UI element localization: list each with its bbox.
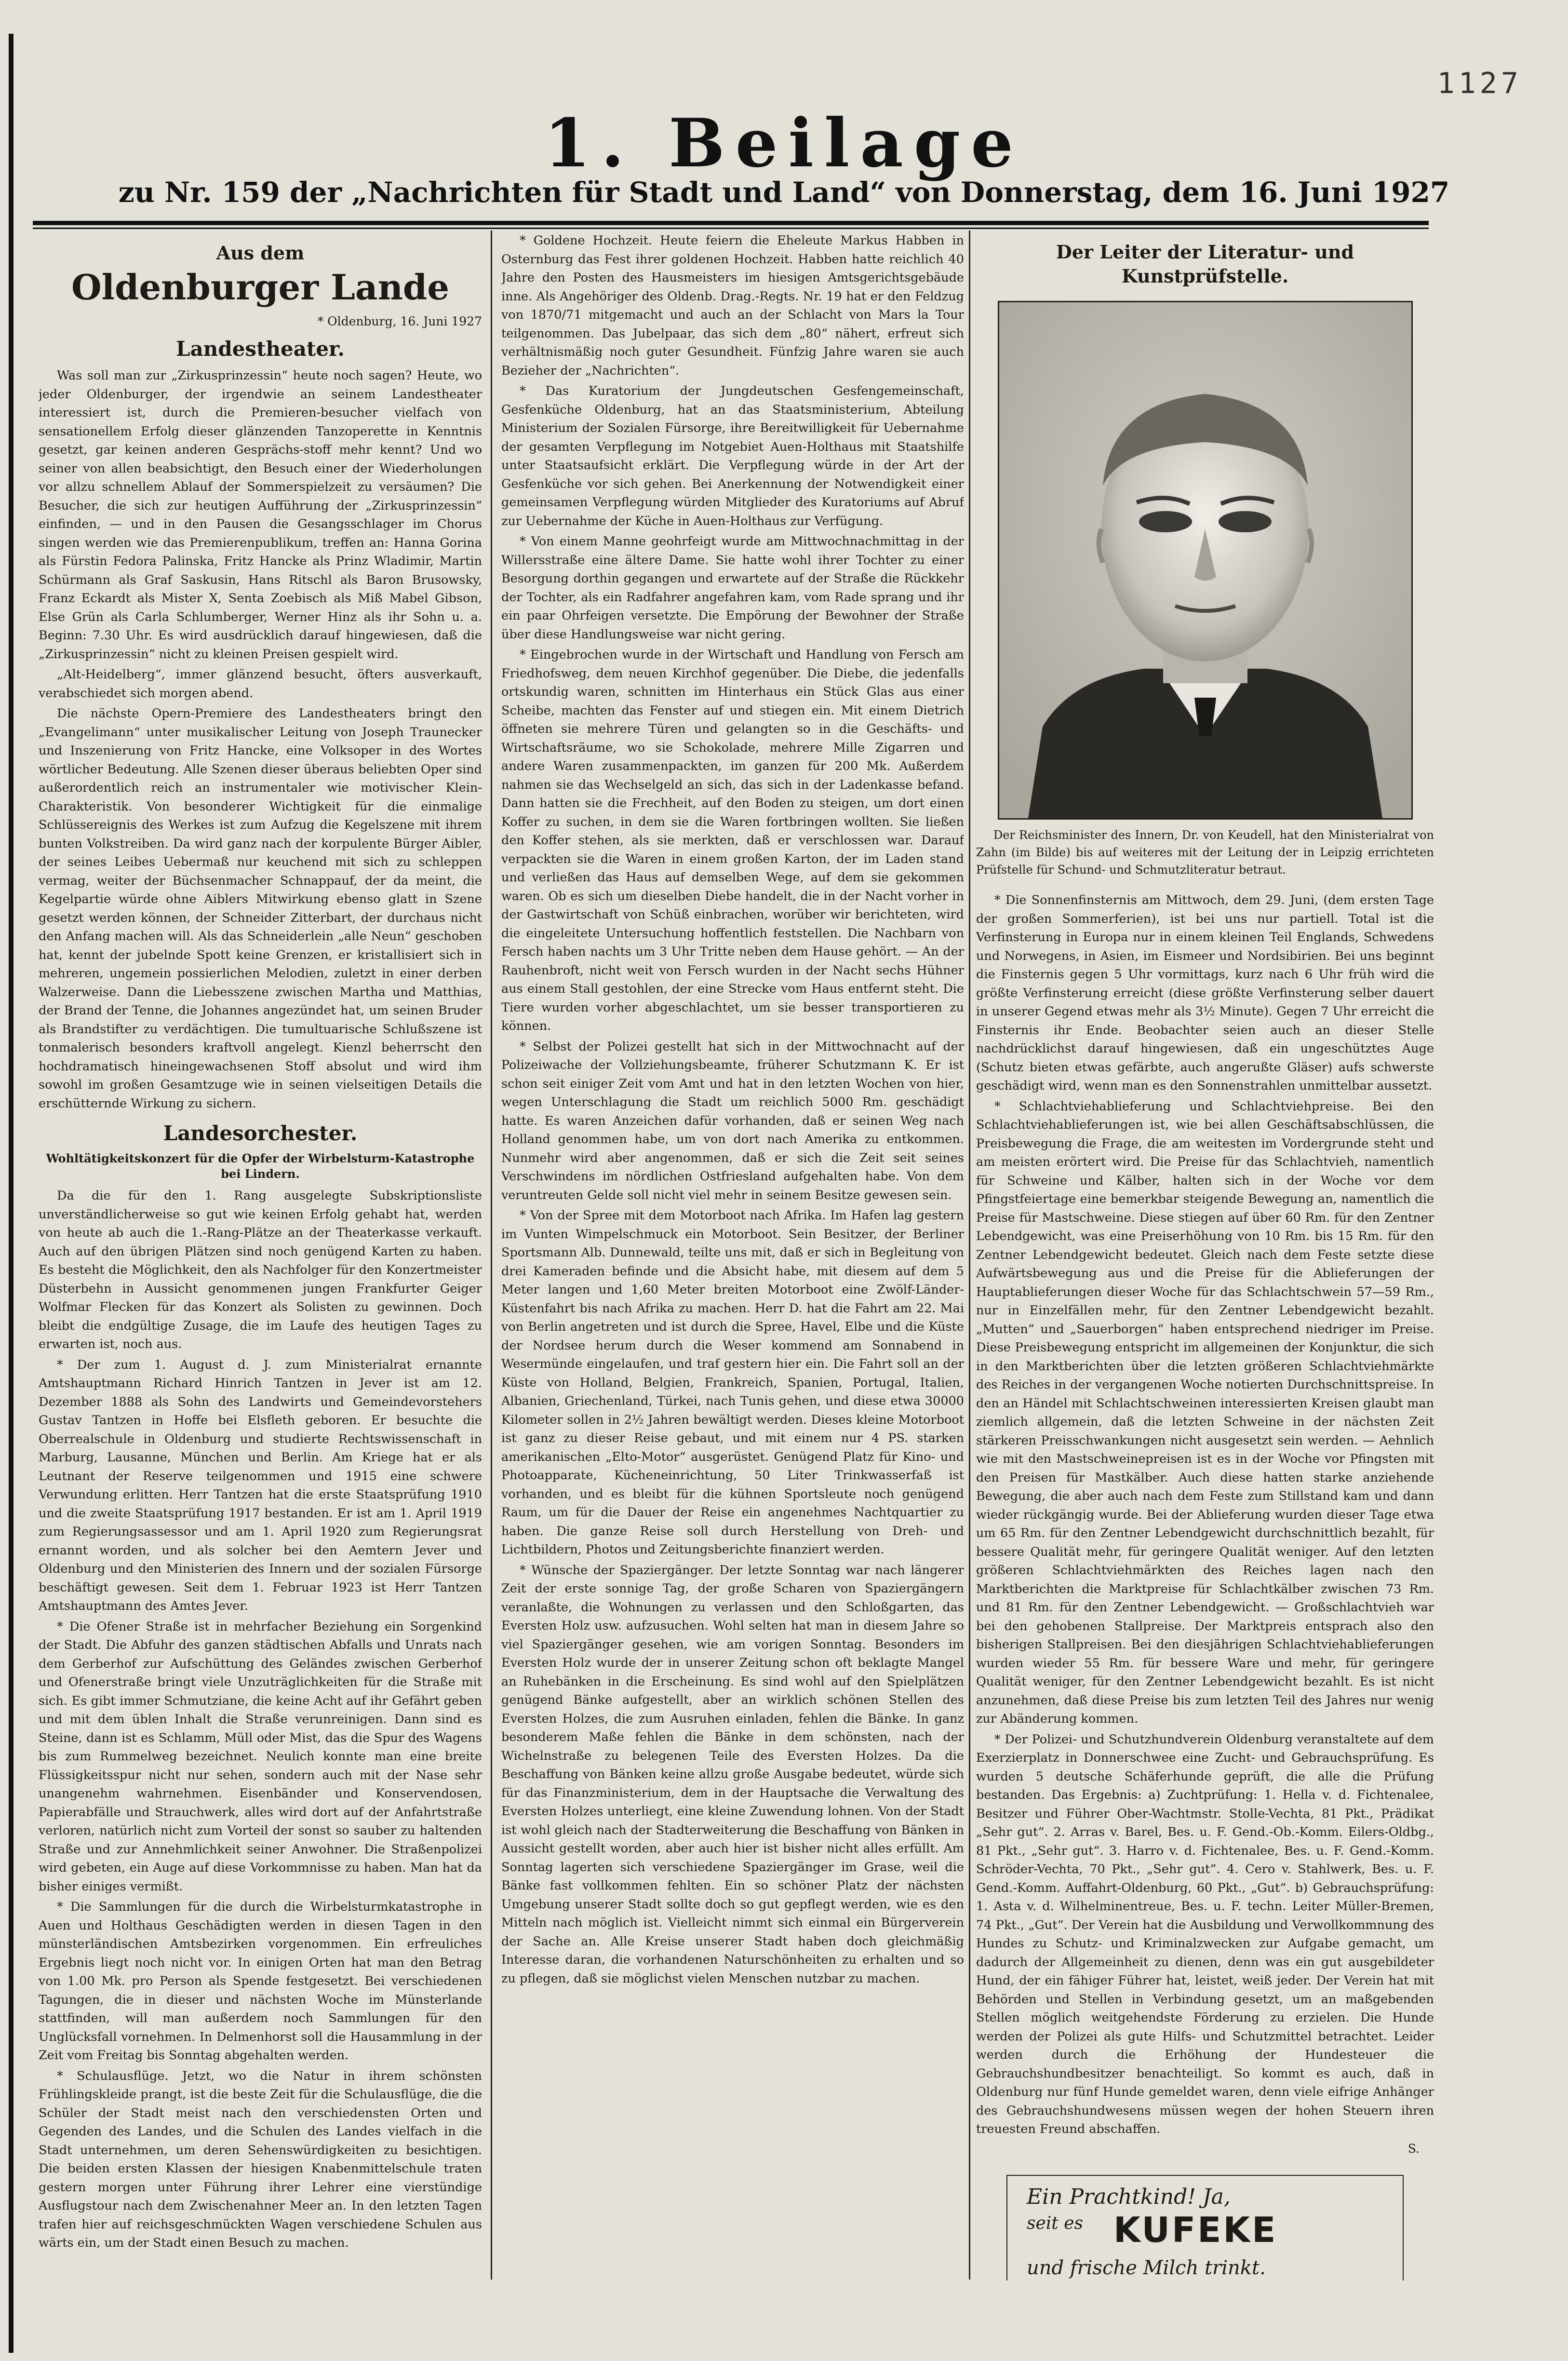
portrait-photo: [998, 301, 1413, 820]
page-number: 1127: [1437, 67, 1522, 100]
article-paragraph: Da die für den 1. Rang ausgelegte Subskriptionsliste unverständlicherweise so gut wie keinen Erfolg gehabt hat, werden von heute ab auch die 1.-Rang-Plätze an der Theaterkasse verkauft. Auch auf den übrigen Plätzen sind noch genügend Karten zu haben. Es besteht die Möglichkeit, den als Nachfolger für den Konzertmeister Düsterbehn in Aussicht genommenen jungen Frankfurter Geiger Wolfmar Flecken für das Konzert als Solisten zu gewinnen. Doch bleibt die endgültige Zusage, die im Laufe des heutigen Tages zu erwarten ist, noch aus.: [39, 1188, 482, 1351]
masthead-rule-thin: [33, 228, 1429, 229]
masthead-rule: [33, 221, 1429, 225]
column-3: [976, 231, 1434, 2280]
section-kicker: Aus dem: [216, 242, 305, 264]
column-1: [39, 231, 482, 2280]
article-paragraph: * Der Polizei- und Schutzhundverein Oldenburg veranstaltete auf dem Exerzierplatz in Donnerschwee eine Zucht- und Gebrauchsprüfung. Es wurden 5 deutsche Schäferhunde geprüft, die alle die Prüfung bestanden. Das Ergebnis: a) Zuchtprüfung: 1. Hella v. d. Fichtenalee, Besitzer und Führer Ober-Wachtmstr. Stolle-Vechta, 81 Pkt., Prädikat „Sehr gut“. 2. Arras v. Barel, Bes. u. F. Gend.-Ob.-Komm. Eilers-Oldbg., 81 Pkt., „Sehr gut“. 3. Harro v. d. Fichtenalee, Bes. u. F. Gend.-Komm. Schröder-Vechta, 70 Pkt., „Sehr gut“. 4. Cero v. Stahlwerk, Bes. u. F. Gend.-Komm. Auffahrt-Oldenburg, 60 Pkt., „Gut“. b) Gebrauchsprüfung: 1. Asta v. d. Wilhelminentreue, Bes. u. F. techn. Leiter Müller-Bremen, 74 Pkt., „Gut“. Der Verein hat die Ausbildung und Verwollkommnung des Hundes zu Schutz- und Kriminalzwecken zur Aufgabe gemacht, um dadurch der Allgemeinheit zu dienen, denn was ein gut ausgebildeter Hund, der ein fähiger Führer hat, leistet, weiß jeder. Der Verein hat mit Behörden und Stellen in Verbindung gesetzt, um an maßgebenden Stellen möglich weitgehendste Förderung zu erzielen. Die Hunde werden der Polizei als gute Hilfs- und Schutzmittel betrachtet. Leider werden durch die Erhöhung der Hundesteuer die Gebrauchshundbesitzer benachteiligt. So kommt es auch, daß in Oldenburg nur fünf Hunde gemeldet waren, denn viele eifrige Anhänger des Gebrauchshundwesens müssen wegen der hohen Steuern ihren treuesten Freund abschaffen.: [976, 1732, 1434, 2136]
landesorchester-heading: Landesorchester.: [163, 1121, 358, 1145]
article-paragraph: * Das Kuratorium der Jungdeutschen Gesfengemeinschaft, Gesfenküche Oldenburg, hat an das Staatsministerium, Abteilung Ministerium der Sozialen Fürsorge, ihre Bereitwilligkeit für Uebernahme der gesamten Verpflegung im Notgebiet Auen-Holthaus mit Staatshilfe unter Staatsaufsicht erklärt. Die Verpflegung würde in der Art der Gesfenküche vor sich gehen. Bei Anerkennung der Notwendigkeit einer gemeinsamen Verpflegung würden Mitglieder des Kuratoriums auf Abruf zur Uebernahme der Küche in Auen-Holthaus zur Verfügung.: [501, 384, 964, 528]
supplement-title: 1. Beilage: [544, 104, 1024, 182]
article-paragraph: * Die Sonnenfinsternis am Mittwoch, dem 29. Juni, (dem ersten Tage der großen Sommerferien), ist bei uns nur partiell. Total ist die Verfinsterung in Europa nur in einem kleinen Teil Englands, Schwedens und Norwegens, in Asien, im Eismeer und Nordsibirien. Bei uns beginnt die Finsternis gegen 5 Uhr vormittags, kurz nach 6 Uhr früh wird die größte Verfinsterung erreicht (diese größte Verfinsterung selber dauert in unserer Gegend etwas mehr als 3½ Minute). Gegen 7 Uhr erreicht die Finsternis ihr Ende. Beobachter seien auch an dieser Stelle nachdrücklichst darauf hingewiesen, daß ein ungeschütztes Auge (Schutz bieten etwas gefärbte, auch angerußte Gläser) aufs schwerste geschädigt wird, wenn man es den Sonnenstrahlen unmittelbar aussetzt.: [976, 893, 1434, 1093]
author-signature: S.: [1407, 2141, 1420, 2156]
photo-caption: Der Reichsminister des Innern, Dr. von Keudell, hat den Ministerialrat von Zahn (im Bilde) bis auf weiteres mit der Leitung der in Leipzig errichteten Prüfstelle für Schund- und Schmutzliteratur betraut.: [976, 828, 1434, 877]
section-headline: Oldenburger Lande: [71, 267, 450, 308]
binding-edge: [9, 34, 13, 2353]
kufeke-advertisement: [1006, 2175, 1404, 2281]
article-paragraph: * Schlachtviehablieferung und Schlachtviehpreise. Bei den Schlachtviehablieferungen ist, wie bei allen Geschäftsabschlüssen, die Preisbewegung die Frage, die am weitesten im Vordergrunde steht und am meisten erörtert wird. Die Preise für das Schlachtvieh, namentlich für Schweine und Kälber, halten sich in der Woche vor dem Pfingstfeiertage eine bemerkbar steigende Bewegung an, namentlich die Preise für Mastschweine. Diese stiegen auf über 60 Rm. für den Zentner Lebendgewicht, was eine Preiserhöhung von 10 Rm. bis 15 Rm. für den Zentner Lebendgewicht bedeutet. Gleich nach dem Feste setzte diese Aufwärtsbewegung aus und die Preise für die Ablieferungen der Hauptablieferungen dieser Woche für das Schlachtschwein 57—59 Rm., nur in Einzelfällen mehr, für den Zentner Lebendgewicht bezahlt. „Mutten“ und „Sauerborgen“ haben entsprechend niedriger im Preise. Diese Preisbewegung entspricht im allgemeinen der Konjunktur, die sich in den Marktberichten über die letzten größeren Schlachtviehmärkte des Reiches in der vergangenen Woche notierten Durchschnittspreise. In den an Händel mit Schlachtschweinen interessierten Kreisen glaubt man ziemlich allgemein, daß die letzten Schweine in der nächsten Zeit stärkeren Preisschwankungen nicht ausgesetzt sein werden. — Aehnlich wie mit den Mastschweinepreisen ist es in der Woche vor Pfingsten mit den Preisen für Mastkälber. Auch diese hatten starke anziehende Bewegung, die aber auch nach dem Feste zum Stillstand kam und dann wieder rückgängig wurde. Bei der Ablieferung wurden dieser Tage etwa um 65 Rm. für den Zentner Lebendgewicht durchschnittlich bezahlt, für bessere Qualität mehr, für geringere Qualität weniger. Auf den letzten größeren Schlachtviehmärkten des Reiches lagen nach den Marktberichten die Marktpreise für Schlachtkälber zwischen 73 Rm. und 81 Rm. für den Zentner Lebendgewicht. — Großschlachtvieh war bei den gehobenen Stallpreise. Der Marktpreis entsprach also den bisherigen Stallpreisen. Bei den diesjährigen Schlachtviehablieferungen wurden wieder 55 Rm. für bessere Ware und mehr, für geringere Qualität weniger, für den Zentner Lebendgewicht bezahlt. Es ist nicht anzunehmen, daß diese Preise bis zum letzten Teil des Jahres nur wenig zur Abänderung kommen.: [976, 1099, 1434, 1726]
article-paragraph: * Der zum 1. August d. J. zum Ministerialrat ernannte Amtshauptmann Richard Hinrich Tantzen in Jever ist am 12. Dezember 1888 als Sohn des Landwirts und Gemeindevorstehers Gustav Tantzen in Hoffe bei Elsfleth geboren. Er besuchte die Oberrealschule in Oldenburg und studierte Rechtswissenschaft in Marburg, Lausanne, München und Berlin. Am Kriege hat er als Leutnant der Reserve teilgenommen und 1915 eine schwere Verwundung erlitten. Herr Tantzen hat die erste Staatsprüfung 1910 und die zweite Staatsprüfung 1917 bestanden. Er ist am 1. April 1919 zum Regierungsassessor und am 1. April 1920 zum Regierungsrat ernannt worden, und als solcher bei den Aemtern Jever und Oldenburg und den Ministerien des Innern und der sozialen Fürsorge beschäftigt gewesen. Seit dem 1. Februar 1923 ist Herr Tantzen Amtshauptmann des Amtes Jever.: [39, 1357, 482, 1613]
ad-line-3: und frische Milch trinkt.: [1027, 2256, 1266, 2279]
article-paragraph: * Die Ofener Straße ist in mehrfacher Beziehung ein Sorgenkind der Stadt. Die Abfuhr des ganzen städtischen Abfalls und Unrats nach dem Gerberhof zur Aufschüttung des Geländes zwischen Gerberhof und Ofenerstraße bringt viele Unzuträglichkeiten für die Straße mit sich. Es gibt immer Schmutziane, die keine Acht auf ihr Gefährt geben und mit dem üblen Inhalt die Straße verunreinigen. Dann sind es Steine, dann ist es Schlamm, Müll oder Mist, das die Spur des Wagens bis zum Rummelweg bezeichnet. Neulich konnte man eine breite Flüssigkeitsspur nicht nur sehen, sondern auch mit der Nase sehr unangenehm wahrnehmen. Eisenbänder und Konservendosen, Papierabfälle und Strauchwerk, alles wird dort auf der Anfahrtstraße verloren, natürlich nicht zum Vorteil der sonst so sauber zu haltenden Straße und zur Annehmlichkeit seiner Anwohner. Die Straßenpolizei wird gebeten, ein Auge auf diese Vorkommnisse zu haben. Man hat da bisher einiges vermißt.: [39, 1619, 482, 1894]
article-paragraph: * Von einem Manne geohrfeigt wurde am Mittwochnachmittag in der Willersstraße eine ältere Dame. Sie hatte wohl ihrer Tochter zu einer Besorgung dorthin gegangen und erwartete auf der Straße die Rückkehr der Tochter, als ein Radfahrer angefahren kam, vom Rade sprang und ihr ein paar Ohrfeigen versetzte. Die Empörung der Bewohner der Straße über diese Handlungsweise war nicht gering.: [501, 534, 964, 642]
article-paragraph: * Eingebrochen wurde in der Wirtschaft und Handlung von Fersch am Friedhofsweg, dem neuen Kirchhof gegenüber. Die Diebe, die jedenfalls ortskundig waren, schnitten im Hinterhaus ein Stück Glas aus einer Scheibe, machten das Fenster auf und stiegen ein. Mit einem Dietrich öffneten sie mehrere Türen und gelangten so in die Geschäfts- und Wirtschaftsräume, wo sie Schokolade, mehrere Mille Zigarren und andere Waren zusammenpackten, im ganzen für 200 Mk. Außerdem nahmen sie das Wechselgeld an sich, das sich in der Ladenkasse befand. Dann hatten sie die Frechheit, auf den Boden zu steigen, um dort einen Koffer zu suchen, in dem sie die Waren fortbringen wollten. Sie ließen den Koffer stehen, als sie merkten, daß er verschlossen war. Darauf verpackten sie die Waren in einem großen Karton, der im Laden stand und verließen das Haus auf demselben Wege, auf dem sie gekommen waren. Ob es sich um dieselben Diebe handelt, die in der Nacht vorher in der Gastwirtschaft von Schüß einbrachen, worüber wir berichteten, wird die eingeleitete Untersuchung hoffentlich feststellen. Die Nachbarn von Fersch haben nachts um 3 Uhr Tritte neben dem Hause gehört. — An der Rauhenbroft, nicht weit von Fersch wurden in der Nacht sechs Hühner aus einem Stall gestohlen, der eine Strecke vom Haus entfernt steht. Die Tiere wurden vorher abgeschlachtet, um sie besser transportieren zu können.: [501, 648, 964, 1033]
column-divider-2: [969, 230, 970, 2280]
article-paragraph: * Wünsche der Spaziergänger. Der letzte Sonntag war nach längerer Zeit der erste sonnige Tag, der große Scharen von Spaziergängern veranlaßte, die Wohnungen zu verlassen und den Schloßgarten, das Eversten Holz usw. aufzusuchen. Wohl selten hat man in diesem Jahre so viel Spaziergänger gesehen, wie am vorigen Sonntag. Besonders im Eversten Holz wurde der in unserer Zeitung schon oft beklagte Mangel an Ruhebänken in die Erscheinung. Es sind wohl auf den Spielplätzen genügend Bänke aufgestellt, aber an wirklich schönen Stellen des Eversten Holzes, die zum Ausruhen einladen, fehlen die Bänke. In ganz besonderem Maße fehlen die Bänke in dem schönsten, nach der Wichelnstraße zu belegenen Teile des Eversten Holzes. Da die Beschaffung von Bänken keine allzu große Ausgabe bedeutet, würde sich für das Finanzministerium, dem in der Hauptsache die Verwaltung des Eversten Holzes unterliegt, eine kleine Zuwendung lohnen. Von der Stadt ist wohl gleich nach der Stadterweiterung die Beschaffung von Bänken in Aussicht gestellt worden, aber auch hier ist bisher nicht alles erfüllt. Am Sonntag lagerten sich verschiedene Spaziergänger im Grase, weil die Bänke fast vollkommen fehlten. Ein so schöner Platz der nächsten Umgebung unserer Stadt sollte doch so gut gepflegt werden, wie es den Mitteln nach möglich ist. Vielleicht nimmt sich einmal ein Bürgerverein der Sache an. Alle Kreise unserer Stadt haben doch gleichmäßig Interesse daran, die vorhandenen Naturschönheiten zu erhalten und so zu pflegen, daß sie möglichst vielen Menschen nutzbar zu machen.: [501, 1563, 964, 1986]
column-divider-1: [491, 230, 492, 2280]
article-paragraph: * Selbst der Polizei gestellt hat sich in der Mittwochnacht auf der Polizeiwache der Vollziehungsbeamte, früherer Schutzmann K. Er ist schon seit einiger Zeit vom Amt und hat in den letzten Wochen von hier, wegen Unterschlagung die Stadt um reichlich 5000 Rm. geschädigt hatte. Es waren Anzeichen dafür vorhanden, daß er seinen Weg nach Holland genommen habe, um von dort nach Amerika zu entkommen. Nunmehr wird aber angenommen, daß er sich die Zeit seit seines Verschwindens im nördlichen Ostfriesland aufgehalten habe. Von dem veruntreuten Gelde soll nicht viel mehr in seinem Besitze gewesen sein.: [501, 1039, 964, 1202]
ad-brand-name: KUFEKE: [1113, 2209, 1278, 2250]
dateline: * Oldenburg, 16. Juni 1927: [317, 314, 482, 328]
article-paragraph: Die nächste Opern-Premiere des Landestheaters bringt den „Evangelimann“ unter musikalischer Leitung von Joseph Traunecker und Inszenierung von Fritz Hancke, eine Volksoper in des Wortes wörtlicher Bedeutung. Alle Szenen dieser überaus beliebten Oper sind außerordentlich reich an instrumentaler wie motivischer Klein-Charakteristik. Von besonderer Wichtigkeit für die einmalige Schlüssereignis des Werkes ist zum Aufzug die Kegelszene mit ihrem bunten Volkstreiben. Da wird ganz nach der korpulente Bürger Aibler, der seines Leibes Uebermaß nur keuchend mit sich zu schleppen vermag, weiter der Büchsenmacher Schnappauf, der da meint, die Kegelpartie würde ohne Aiblers Mitwirkung ebenso glatt in Szene gesetzt werden können, der Schneider Zitterbart, der durchaus nicht den Anfang machen will. Als das Schneiderlein „alle Neun“ geschoben hat, kennt der jubelnde Spott keine Grenzen, er kristallisiert sich in mehreren, ungemein possierlichen Melodien, zuletzt in einer derben Walzerweise. Dann die Liebesszene zwischen Martha und Matthias, der Brand der Tenne, die Johannes angezündet hat, um seinen Bruder als Brandstifter zu verdächtigen. Die tumultuarische Schlußszene ist tonmalerisch besonders kraftvoll angelegt. Kienzl beherrscht den hochdramatisch hineingewachsenen Stoff absolut und wird ihm sowohl im großen Gesamtzuge wie in seinen vielseitigen Details die erschütternde Wirkung zu sichern.: [39, 706, 482, 1111]
article-paragraph: „Alt-Heidelberg“, immer glänzend besucht, öfters ausverkauft, verabschiedet sich morgen abend.: [39, 667, 482, 701]
photo-headline: Der Leiter der Literatur- und Kunstprüfstelle.: [1056, 241, 1354, 287]
landestheater-heading: Landestheater.: [176, 337, 345, 361]
column-2: [501, 231, 964, 2280]
ad-line-1: Ein Prachtkind! Ja,: [1027, 2184, 1231, 2209]
article-paragraph: * Von der Spree mit dem Motorboot nach Afrika. Im Hafen lag gestern im Vunten Wimpelschmuck ein Motorboot. Sein Besitzer, der Berliner Sportsmann Alb. Dunnewald, teilte uns mit, daß er sich in Begleitung von drei Kameraden befinde und die Absicht habe, mit diesem auf dem 5 Meter langen und 1,60 Meter breiten Motorboot eine Zwölf-Länder-Küstenfahrt bis nach Afrika zu machen. Herr D. hat die Fahrt am 22. Mai von Berlin angetreten und ist durch die Spree, Havel, Elbe und die Küste der Nordsee herum durch die Weser kommend am Sonnabend in Wesermünde eingelaufen, und traf gestern hier ein. Die Fahrt soll an der Küste von Holland, Belgien, Frankreich, Spanien, Portugal, Italien, Albanien, Griechenland, Türkei, nach Tunis gehen, und diese etwa 30000 Kilometer sollen in 2½ Jahren bewältigt werden. Dieses kleine Motorboot ist ganz zu dieser Reise gebaut, und mit einem nur 4 PS. starken amerikanischen „Elto-Motor“ ausgerüstet. Genügend Platz für Kino- und Photoapparate, Kücheneinrichtung, 50 Liter Trinkwasserfaß ist vorhanden, und es bleibt für die kühnen Sportsleute noch genügend Raum, um für die Dauer der Reise ein angenehmes Nachtquartier zu haben. Die ganze Reise soll durch Herstellung von Dreh- und Lichtbildern, Photos und Zeitungsberichte finanziert werden.: [501, 1208, 964, 1557]
supplement-subtitle: zu Nr. 159 der „Nachrichten für Stadt und Land“ von Donnerstag, dem 16. Juni 1927: [118, 176, 1450, 209]
article-paragraph: * Goldene Hochzeit. Heute feiern die Eheleute Markus Habben in Osternburg das Fest ihrer goldenen Hochzeit. Habben hatte reichlich 40 Jahre den Posten des Hausmeisters im hiesigen Amtsgerichtsgebäude inne. Als Angehöriger des Oldenb. Drag.-Regts. Nr. 19 hat er den Feldzug von 1870/71 mitgemacht und auch an der Schlacht von Mars la Tour teilgenommen. Das Jubelpaar, das sich dem „80“ nähert, erfreut sich verhältnismäßig noch guter Gesundheit. Fünfzig Jahre waren sie auch Bezieher der „Nachrichten“.: [501, 233, 964, 378]
article-paragraph: * Schulausflüge. Jetzt, wo die Natur in ihrem schönsten Frühlingskleide prangt, ist die beste Zeit für die Schulausflüge, die die Schüler der Stadt meist nach den verschiedensten Orten und Gegenden des Landes, und die Schulen des Landes vielfach in die Stadt unternehmen, um deren Sehenswürdigkeiten zu besichtigen. Die beiden ersten Klassen der hiesigen Knabenmittelschule traten gestern morgen unter Führung ihrer Lehrer eine vierstündige Ausflugstour nach dem Zwischenahner Meer an. In den letzten Tagen trafen hier auf reichsgeschmückten Wagen verschiedene Schulen aus wärts ein, um der Stadt einen Besuch zu machen.: [39, 2068, 482, 2250]
landesorchester-subheading: Wohltätigkeitskonzert für die Opfer der Wirbelsturm-Katastrophe bei Lindern.: [46, 1151, 475, 1181]
article-paragraph: Was soll man zur „Zirkusprinzessin“ heute noch sagen? Heute, wo jeder Oldenburger, der irgendwie an seinem Landestheater interessiert ist, durch die Premieren-besucher vielfach von sensationellem Erfolg dieser glänzenden Tanzoperette in Kenntnis gesetzt, gar keinen anderen Gesprächs-stoff mehr kennt? Und wo seiner von allen beabsichtigt, den Besuch einer der Wiederholungen vor allzu schnellem Ablauf der Sommerspielzeit zu versäumen? Die Besucher, die sich zur heutigen Aufführung der „Zirkusprinzessin“ einfinden, — und in den Pausen die Gesangsschlager im Chorus singen werden wie das Premierenpublikum, treffen an: Hanna Gorina als Fürstin Fedora Palinska, Fritz Hancke als Prinz Wladimir, Martin Schürmann als Graf Saskusin, Hans Ritschl als Baron Brusowsky, Franz Eckardt als Mister X, Senta Zoebisch als Miß Mabel Gibson, Else Grün als Carla Schlumberger, Werner Hinz als ihr Sohn u. a. Beginn: 7.30 Uhr. Es wird ausdrücklich darauf hingewiesen, daß die „Zirkusprinzessin“ nicht zu kleinen Preisen gespielt wird.: [39, 368, 482, 661]
portrait-image: [999, 302, 1411, 818]
article-paragraph: * Die Sammlungen für die durch die Wirbelsturmkatastrophe in Auen und Holthaus Geschädigten werden in diesen Tagen in den münsterländischen Amtsbezirken vorgenommen. Ein erfreuliches Ergebnis liegt noch nicht vor. In einigen Orten hat man den Betrag von 1.00 Mk. pro Person als Spende festgesetzt. Bei verschiedenen Tagungen, die in dieser und nächsten Woche im Münsterlande stattfinden, will man außerdem noch Sammlungen für den Unglücksfall vornehmen. In Delmenhorst soll die Hausammlung in der Zeit vom Freitag bis Sonntag abgehalten werden.: [39, 1900, 482, 2063]
ad-line-2: seit es: [1027, 2213, 1083, 2233]
